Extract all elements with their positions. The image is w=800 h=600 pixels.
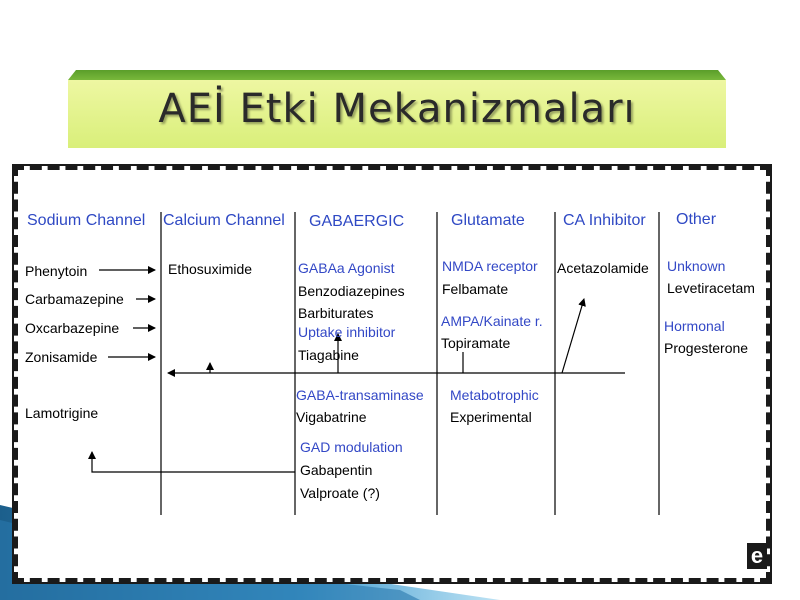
- subcategory-nmda-receptor: NMDA receptor: [442, 258, 538, 274]
- drug-acetazolamide: Acetazolamide: [557, 260, 649, 276]
- drug-lamotrigine: Lamotrigine: [25, 405, 99, 421]
- e-logo-icon: e: [747, 543, 767, 569]
- subcategory-metabotrophic: Metabotrophic: [450, 387, 539, 403]
- subcategory-ampa-kainate: AMPA/Kainate r.: [441, 313, 543, 329]
- drug-progesterone: Progesterone: [664, 340, 749, 356]
- arrow-acetazolamide: [562, 299, 584, 373]
- drug-tiagabine: Tiagabine: [298, 347, 359, 363]
- header-glutamate: Glutamate: [451, 212, 525, 229]
- subcategory-hormonal: Hormonal: [664, 318, 725, 334]
- subcategory-gaba-transaminase: GABA-transaminase: [296, 387, 424, 403]
- drug-carbamazepine: Carbamazepine: [25, 291, 124, 307]
- drug-zonisamide: Zonisamide: [25, 349, 98, 365]
- header-other: Other: [676, 211, 717, 228]
- drug-levetiracetam: Levetiracetam: [667, 280, 755, 296]
- drug-experimental: Experimental: [450, 409, 532, 425]
- drug-vigabatrine: Vigabatrine: [296, 409, 367, 425]
- drug-benzodiazepines: Benzodiazepines: [298, 283, 405, 299]
- subcategory-gad-modulation: GAD modulation: [300, 439, 403, 455]
- drug-phenytoin: Phenytoin: [25, 263, 88, 279]
- drug-barbiturates: Barbiturates: [298, 305, 374, 321]
- drug-topiramate: Topiramate: [441, 335, 511, 351]
- header-sodium-channel: Sodium Channel: [27, 212, 146, 229]
- drug-ethosuximide: Ethosuximide: [168, 261, 253, 277]
- connector-lamotrigine: [92, 452, 295, 472]
- drug-felbamate: Felbamate: [442, 281, 509, 297]
- header-gabaergic: GABAERGIC: [309, 213, 405, 230]
- drug-gabapentin: Gabapentin: [300, 462, 373, 478]
- header-calcium-channel: Calcium Channel: [163, 212, 285, 229]
- header-ca-inhibitor: CA Inhibitor: [563, 212, 646, 229]
- subcategory-gabaa-agonist: GABAa Agonist: [298, 260, 395, 276]
- subcategory-unknown: Unknown: [667, 258, 726, 274]
- slide-title: AEİ Etki Mekanizmaları: [158, 86, 636, 132]
- drug-oxcarbazepine: Oxcarbazepine: [25, 320, 120, 336]
- drug-valproate: Valproate (?): [300, 485, 380, 501]
- subcategory-uptake-inhibitor: Uptake inhibitor: [298, 324, 396, 340]
